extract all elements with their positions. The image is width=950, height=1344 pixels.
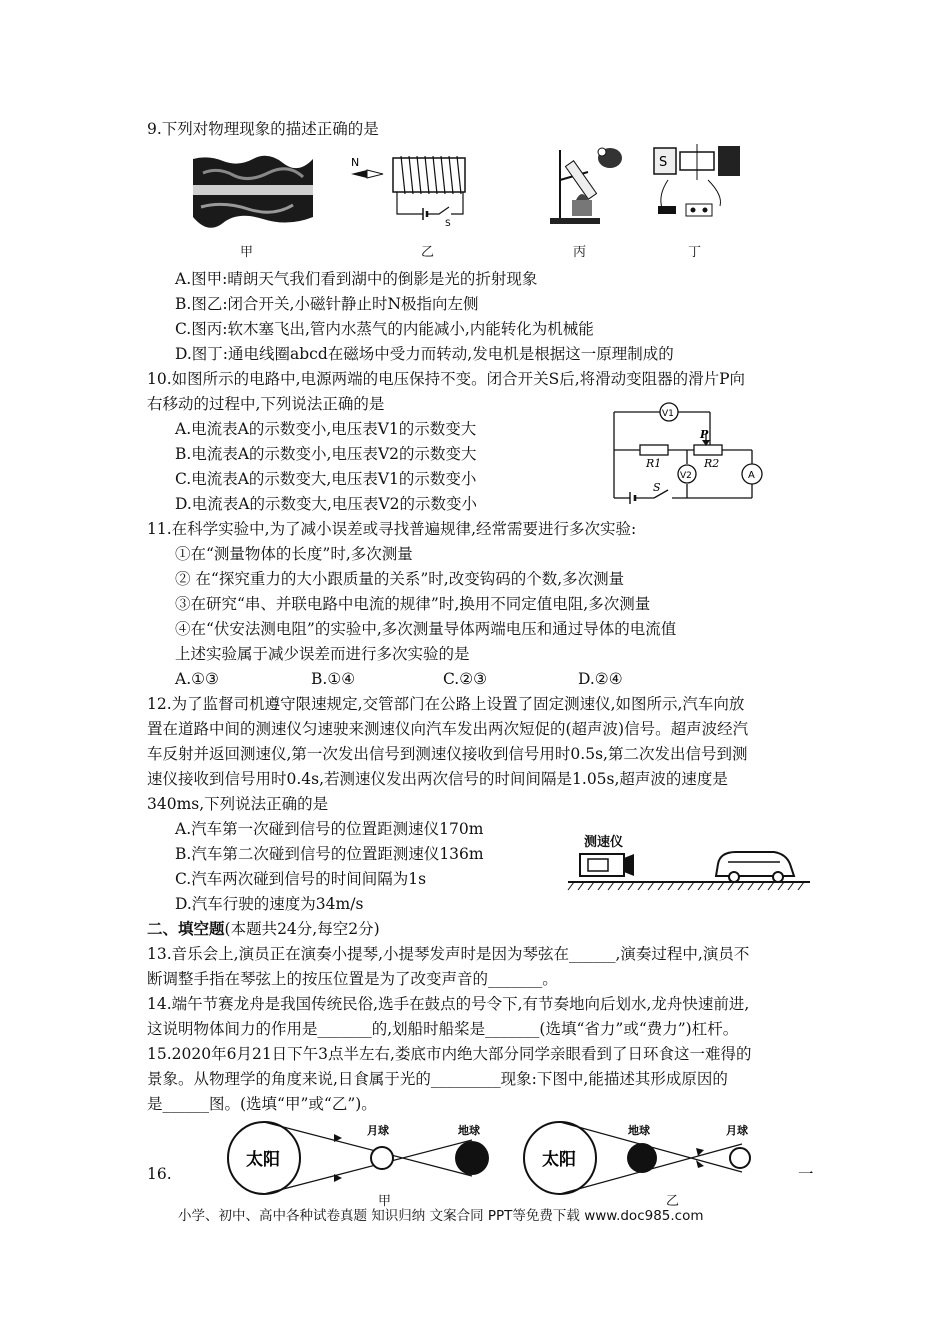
a-label: A xyxy=(748,470,755,481)
r2-label: R2 xyxy=(704,457,720,470)
fig-yi-label: 乙 xyxy=(421,245,435,260)
sun-label: 太阳 xyxy=(542,1150,576,1170)
q16-trail: 一 xyxy=(798,1165,814,1183)
magnet-s-label: S xyxy=(659,155,668,170)
q9-option-a: A.图甲:晴朗天气我们看到湖中的倒影是光的折射现象 xyxy=(175,270,538,288)
q9-stem: 9.下列对物理现象的描述正确的是 xyxy=(147,120,379,138)
q15-line-3: 是______图。(选填“甲”或“乙”)。 xyxy=(147,1095,377,1113)
q12-option-c: C.汽车两次碰到信号的时间间隔为1s xyxy=(175,870,427,888)
q13-line-2: 断调整手指在琴弦上的按压位置是为了改变声音的_______。 xyxy=(147,970,558,988)
r1-label: R1 xyxy=(646,457,662,470)
moon-icon xyxy=(371,1147,393,1169)
q10-option-a: A.电流表A的示数变小,电压表V1的示数变大 xyxy=(175,420,477,438)
earth-label: 地球 xyxy=(628,1124,650,1137)
q11-item-4: ④在“伏安法测电阻”的实验中,多次测量导体两端电压和通过导体的电流值 xyxy=(175,620,677,638)
q15-line-1: 15.2020年6月21日下午3点半左右,娄底市内绝大部分同学亲眼看到了日环食这一难得的 xyxy=(147,1045,752,1063)
section2-heading xyxy=(147,919,380,939)
eclipse-jia-label: 甲 xyxy=(378,1194,392,1209)
q10-circuit-diagram xyxy=(612,398,777,506)
v1-label: V1 xyxy=(662,409,674,419)
q11-item-1: ①在“测量物体的长度”时,多次测量 xyxy=(175,545,413,563)
q12-option-d: D.汽车行驶的速度为34m/s xyxy=(175,895,364,913)
q15-line-2: 景象。从物理学的角度来说,日食属于光的_________现象:下图中,能描述其形成原因的 xyxy=(147,1070,728,1088)
v2-label: V2 xyxy=(680,471,692,481)
fig-jia-lake-reflection xyxy=(193,155,313,227)
eclipse-figure-jia xyxy=(222,1120,512,1200)
q11-option-d: D.②④ xyxy=(578,670,623,688)
moon-icon xyxy=(730,1148,750,1168)
fig-yi-solenoid xyxy=(345,152,475,227)
section2-title: 二、填空题 xyxy=(147,919,225,938)
q14-line-2: 这说明物体间力的作用是_______的,划船时船桨是_______(选填“省力”或“费力”)杠杆。 xyxy=(147,1020,739,1038)
fig-bing-test-tube xyxy=(540,140,630,230)
q11-stem: 11.在科学实验中,为了减小误差或寻找普遍规律,经常需要进行多次实验: xyxy=(147,520,637,538)
earth-icon xyxy=(627,1143,657,1173)
fig-jia-label: 甲 xyxy=(240,245,254,260)
q9-option-c: C.图丙:软木塞飞出,管内水蒸气的内能减小,内能转化为机械能 xyxy=(175,320,594,338)
footer-banner: 小学、初中、高中各种试卷真题 知识归纳 文案合同 PPT等免费下载 www.doc985.com xyxy=(178,1208,704,1224)
q10-option-c: C.电流表A的示数变大,电压表V1的示数变小 xyxy=(175,470,477,488)
q10-stem-line1: 10.如图所示的电路中,电源两端的电压保持不变。闭合开关S后,将滑动变阻器的滑片P向 xyxy=(147,370,746,388)
switch-s-label: S xyxy=(445,219,451,229)
resistor-r1 xyxy=(640,445,668,455)
q12-option-a: A.汽车第一次碰到信号的位置距测速仪170m xyxy=(175,820,484,838)
p-label: P xyxy=(700,428,709,441)
sun-label: 太阳 xyxy=(246,1150,280,1170)
q12-option-b: B.汽车第二次碰到信号的位置距测速仪136m xyxy=(175,845,484,863)
q11-item-3: ③在研究“串、并联电路中电流的规律”时,换用不同定值电阻,多次测量 xyxy=(175,595,651,613)
q9-option-b: B.图乙:闭合开关,小磁针静止时N极指向左侧 xyxy=(175,295,479,313)
q16-label: 16. xyxy=(147,1165,172,1183)
moon-label: 月球 xyxy=(367,1124,389,1137)
fig-ding-label: 丁 xyxy=(688,245,702,260)
eclipse-figure-yi xyxy=(520,1120,790,1200)
q12-line-3: 车反射并返回测速仪,第一次发出信号到测速仪接收到信号用时0.5s,第二次发出信号到测 xyxy=(147,745,748,763)
moon-label: 月球 xyxy=(726,1124,748,1137)
rheostat-r2 xyxy=(694,445,722,455)
s-label: S xyxy=(653,481,661,494)
section2-note: (本题共24分,每空2分) xyxy=(224,920,380,938)
earth-label: 地球 xyxy=(458,1124,480,1137)
q10-option-b: B.电流表A的示数变小,电压表V2的示数变大 xyxy=(175,445,477,463)
q14-line-1: 14.端午节赛龙舟是我国传统民俗,选手在鼓点的号令下,有节奏地向后划水,龙舟快速前进, xyxy=(147,995,750,1013)
q11-question: 上述实验属于减少误差而进行多次实验的是 xyxy=(175,645,470,663)
q12-line-4: 速仪接收到信号用时0.4s,若测速仪发出两次信号的时间间隔是1.05s,超声波的速度是 xyxy=(147,770,728,788)
earth-icon xyxy=(455,1141,489,1175)
q12-line-2: 置在道路中间的测速仪匀速驶来测速仪向汽车发出两次短促的(超声波)信号。超声波经汽 xyxy=(147,720,749,738)
q11-option-c: C.②③ xyxy=(443,670,488,688)
car-icon xyxy=(716,852,794,876)
q12-line-5: 340ms,下列说法正确的是 xyxy=(147,795,329,813)
fig-ding-motor xyxy=(648,140,743,220)
q11-item-2: ② 在“探究重力的大小跟质量的关系”时,改变钩码的个数,多次测量 xyxy=(175,570,625,588)
speed-radar-label: 测速仪 xyxy=(584,835,624,850)
compass-needle-icon xyxy=(351,170,367,178)
fig-bing-label: 丙 xyxy=(573,245,587,260)
q11-option-a: A.①③ xyxy=(175,670,219,688)
eclipse-yi-label: 乙 xyxy=(666,1194,680,1209)
q11-option-b: B.①④ xyxy=(311,670,356,688)
compass-n-label: N xyxy=(351,156,360,169)
q9-option-d: D.图丁:通电线圈abcd在磁场中受力而转动,发电机是根据这一原理制成的 xyxy=(175,345,674,363)
q10-option-d: D.电流表A的示数变大,电压表V2的示数变小 xyxy=(175,495,477,513)
q12-line-1: 12.为了监督司机遵守限速规定,交管部门在公路上设置了固定测速仪,如图所示,汽车向放 xyxy=(147,695,745,713)
q13-line-1: 13.音乐会上,演员正在演奏小提琴,小提琴发声时是因为琴弦在______,演奏过程中,演员不 xyxy=(147,945,750,963)
q10-stem-line2: 右移动的过程中,下列说法正确的是 xyxy=(147,395,385,413)
q12-speed-radar-figure xyxy=(568,846,810,892)
